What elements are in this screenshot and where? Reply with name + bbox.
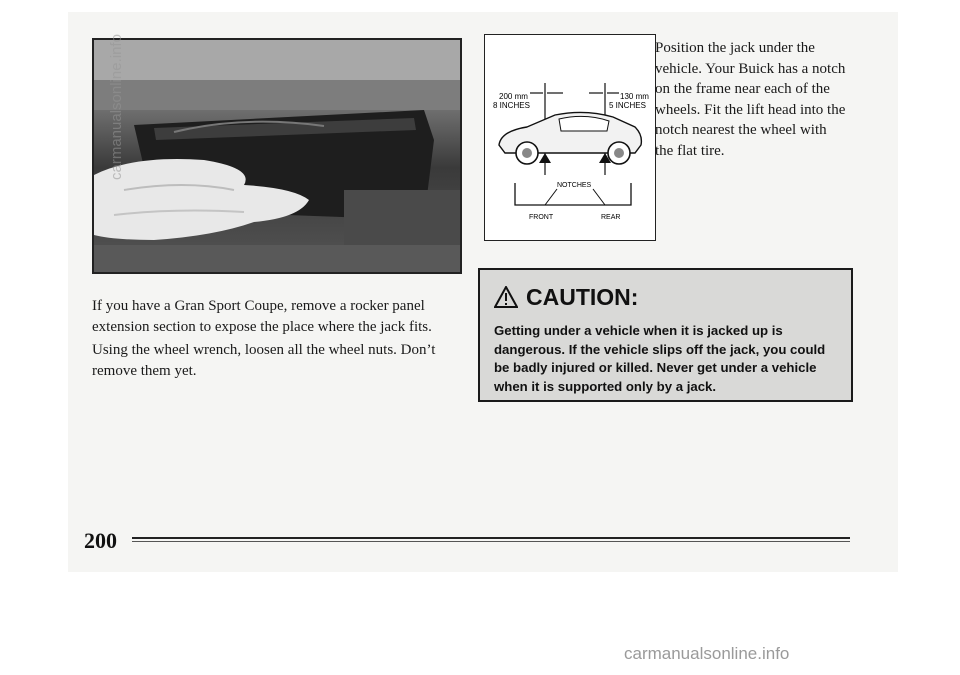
jack-notch-diagram <box>484 34 656 241</box>
jack-placement-photo <box>92 38 462 274</box>
notches-label: NOTCHES <box>557 182 592 189</box>
car-jack-diagram <box>485 35 655 240</box>
front-label: FRONT <box>529 214 554 221</box>
caution-heading <box>494 284 638 314</box>
rear-mm-label: 130 mm <box>620 92 649 101</box>
caution-box <box>478 268 853 402</box>
bottom-watermark[interactable]: carmanualsonline.info <box>624 644 790 663</box>
gran-sport-paragraph: If you have a Gran Sport Coupe, remove a rocker panel extension section to expose the place where the jack fits. <box>92 298 432 335</box>
rear-label: REAR <box>601 214 621 221</box>
footer-rule <box>132 537 850 539</box>
footer-rule-secondary <box>132 541 850 542</box>
page-number: 200 <box>84 528 117 553</box>
caution-heading-text: CAUTION: <box>526 284 639 310</box>
wheel-wrench-paragraph: Using the wheel wrench, loosen all the wheel nuts. Don’t remove them yet. <box>92 342 436 379</box>
warning-triangle-icon <box>494 286 518 314</box>
front-inches-label: 8 INCHES <box>493 101 530 110</box>
rear-inches-label: 5 INCHES <box>609 101 646 110</box>
front-mm-label: 200 mm <box>499 92 528 101</box>
position-jack-paragraph: Position the jack under the vehicle. Your Buick has a notch on the frame near each of the wheels. Fit the lift head into the notch nearest the wheel with the flat tire. <box>655 40 846 159</box>
caution-body: Getting under a vehicle when it is jacked up is dangerous. If the vehicle slips off the jack, you could be badly injured or killed. Never get under a vehicle when it is supported only by a jack. <box>494 323 826 394</box>
photo-illustration <box>94 40 460 272</box>
vertical-watermark: carmanualsonline.info <box>108 34 125 180</box>
